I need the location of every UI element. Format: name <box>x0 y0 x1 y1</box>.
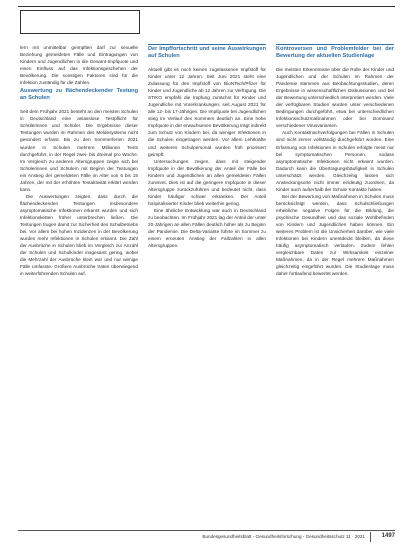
column-3-heading-rule <box>276 44 394 45</box>
header-box <box>20 10 140 34</box>
column-2-paragraph-1: Aktuell gibt es noch keinen zugelassenen Impfstoff für Kinder unter 12 Jahren. Seit Juni 2021 steht eine Zulassung für den Impfstoff von BioNTech/Pfizer für Kinder und Jugendliche ab 12 Jahren zur Verfügung. Die STIKO empfahl die Impfung zunächst für Kinder und Jugendliche mit Vorerkrankungen, seit August 2021 für alle 12- bis 17-Jährigen. Die Impfquote bei Jugendlichen stieg im Verlauf des Sommers deutlich an. Eine hohe Impfquote in der erwachsenen Bevölkerung trägt indirekt zum Schutz von Kindern bei, da weniger Infektionen in die Schulen eingetragen werden. Vor allem Lehrkräfte und weiteres Schulpersonal wurden früh priorisiert geimpft. <box>148 67 266 157</box>
column-3 <box>276 44 394 540</box>
column-2-heading: Der Impffortschritt und seine Auswirkungen auf Schulen <box>148 46 266 59</box>
column-2-heading-rule <box>148 44 266 45</box>
column-1-heading: Auswertung zu flächendeckender Testung an Schulen <box>20 88 138 102</box>
footer-separator <box>370 532 371 542</box>
column-1-paragraph-3: Die Auswertungen zeigten, dass durch die flächendeckenden Testungen insbesondere asymptomatische Infektionen erkannt wurden und sich Infektionsketten früher unterbrechen ließen. Die Testungen trugen damit zur Sicherheit des Schulbetriebs bei. Vor allem bei hohen Inzidenzen in der Bevölkerung wurden mehr Infektionen in Schulen erkannt. Die Zahl der Ausbrüche in Schulen blieb im Vergleich zur Anzahl der Schulen und Schulkinder insgesamt gering, wobei die Mehrzahl der Ausbrüche klein war und nur wenige Fälle umfasste. Größere Ausbrüche traten überwiegend in weiterführenden Schulen auf. <box>20 193 138 277</box>
column-3-paragraph-1: Die meisten Erkenntnisse über die Rolle der Kinder und Jugendlichen und der Schulen im Rahmen der Pandemie stammen aus Beobachtungsstudien, deren Ergebnisse in wissenschaftlichen Diskussionen und bei der Bewertung unterschiedlich interpretiert werden. Viele der verfügbaren Studien wurden unter verschiedenen Bedingungen durchgeführt, etwa bei unterschiedlichen Infektionsschutzmaßnahmen oder bei Dominanz verschiedener Virusvarianten. <box>276 67 394 129</box>
page-number: 1497 <box>381 533 395 539</box>
column-3-heading: Kontroversen und Problemfelder bei der Bewertung der aktuellen Studienlage <box>276 46 394 59</box>
column-2 <box>148 44 266 540</box>
column-1 <box>20 44 138 540</box>
column-1-paragraph-2: Seit dem Frühjahr 2021 besteht an den meisten Schulen in Deutschland eine anlasslose Testpflicht für Schülerinnen und Schüler. Die Ergebnisse dieser Testungen wurden im Rahmen des Meldesystems nicht gesondert erfasst. Bis zu den Sommerferien 2021 wurden in Schulen mehrere Millionen Tests durchgeführt, in der Regel zwei- bis dreimal pro Woche. Im Vergleich zu anderen Altersgruppen zeigte sich bei Schülerinnen und Schülern mit Beginn der Testungen ein Anstieg der gemeldeten Fälle im Alter von 6 bis 15 Jahren, der mit der erhöhten Testaktivität erklärt werden kann. <box>20 109 138 192</box>
footer-rule <box>18 530 395 531</box>
journal-citation: Bundesgesundheitsblatt - Gesundheitsforschung - Gesundheitsschutz 11 · 2021 <box>202 534 365 539</box>
column-3-paragraph-3: Bei der Bewertung von Maßnahmen in Schulen muss berücksichtigt werden, dass Schulschließungen erhebliche negative Folgen für die Bildung, die psychische Gesundheit und das soziale Wohlbefinden von Kindern und Jugendlichen haben können. Ein weiteres Problem ist die Unsicherheit darüber, wie viele Infektionen bei Kindern unentdeckt bleiben, da diese häufig asymptomatisch verlaufen. Zudem fehlen vergleichbare Daten zur Wirksamkeit einzelner Maßnahmen, da in der Regel mehrere Maßnahmen gleichzeitig eingeführt wurden. Die Studienlage muss daher fortlaufend bewertet werden. <box>276 193 394 277</box>
page-footer <box>18 532 395 544</box>
top-rule <box>18 6 395 7</box>
column-3-paragraph-2: Auch Kontaktnachverfolgungen bei Fällen in Schulen sind nicht immer vollständig durchgeführt worden. Eine Erfassung von Infektionen in Schulen erfolgte meist nur bei symptomatischen Personen, sodass asymptomatische Infektionen nicht erkannt wurden. Dadurch kann die Übertragungshäufigkeit in Schulen unterschätzt werden. Gleichzeitig lassen sich Ansteckungsorte nicht immer eindeutig zuordnen, da Kinder auch außerhalb der Schule Kontakte haben. <box>276 130 394 192</box>
column-1-paragraph-1: lern mit unmittelbar geimpften darf zur sexuelle Beziehung gemeldeten Fälle und Eintragungen von Kindern und Jugendlichen in die Gesamt-Impfquote und einen Einfluss auf das Infektionsgeschehen der Bevölkerung. Die sonstigen Faktoren sind für die Infektion zuständig für die Zahlen. <box>20 45 138 86</box>
column-2-paragraph-3: Eine ähnliche Entwicklung war auch in Deutschland zu beobachten. Im Frühjahr 2021 lag der Anteil der unter 20-Jährigen an allen Fällen deutlich höher als zu Beginn der Pandemie. Die Delta-Variante führte im Sommer zu einem erneuten Anstieg der Fallzahlen in allen Altersgruppen. <box>148 207 266 249</box>
column-2-paragraph-2: Untersuchungen zeigen, dass mit steigender Impfquote in der Bevölkerung der Anteil der Fälle bei Kindern und Jugendlichen an allen gemeldeten Fällen zunimmt. Dies ist auf die geringere Impfquote in dieser Altersgruppe zurückzuführen und bedeutet nicht, dass Kinder häufiger schwer erkranken. Der Anteil hospitalisierter Kinder blieb weiterhin gering. <box>148 158 266 206</box>
